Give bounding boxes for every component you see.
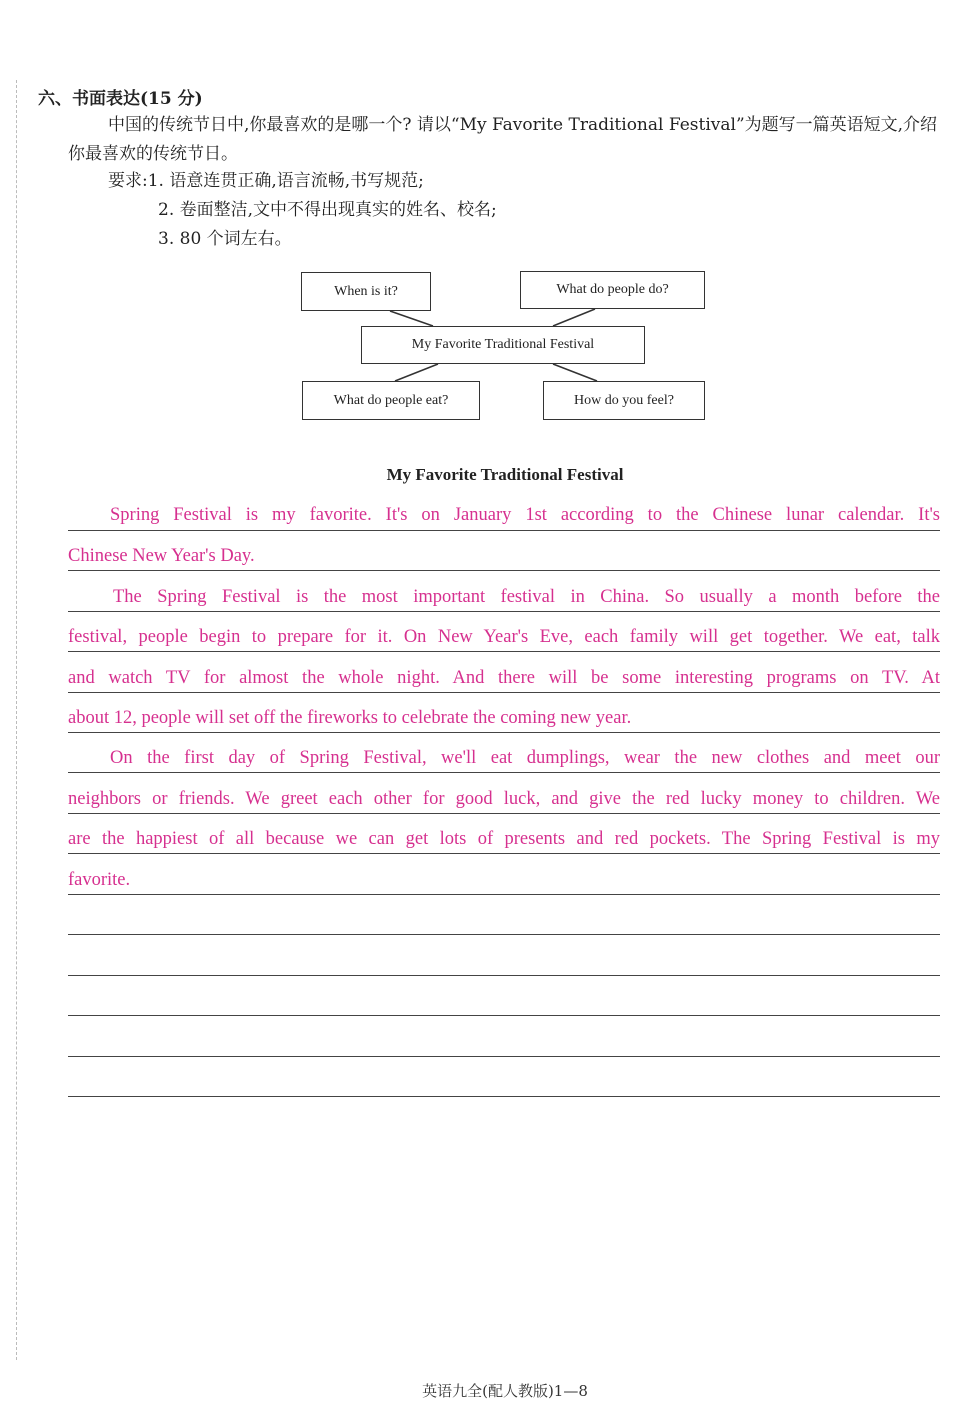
ruled-line bbox=[68, 1096, 940, 1097]
essay-line: favorite. bbox=[68, 870, 131, 890]
essay-line: Chinese New Year's Day. bbox=[68, 546, 255, 566]
ruled-line bbox=[68, 934, 940, 935]
requirement-2: 2. 卷面整洁,文中不得出现真实的姓名、校名; bbox=[158, 200, 497, 220]
ruled-line bbox=[68, 611, 940, 612]
essay-line: about 12, people will set off the fireworks to celebrate the coming new year. bbox=[68, 708, 632, 728]
ruled-line bbox=[68, 772, 940, 773]
essay-line: are the happiest of all because we can get lots of presents and red pockets. The Spring Festival is my bbox=[68, 829, 940, 849]
ruled-line bbox=[68, 853, 940, 854]
mind-map-eat-box: What do people eat? bbox=[302, 381, 480, 420]
ruled-line bbox=[68, 975, 940, 976]
ruled-line bbox=[68, 651, 940, 652]
essay-line: festival, people begin to prepare for it. On New Year's Eve, each family will get together. We eat, talk bbox=[68, 627, 940, 647]
ruled-line bbox=[68, 530, 940, 531]
essay-line: and watch TV for almost the whole night. And there will be some interesting programs on TV. At bbox=[68, 668, 940, 688]
essay-title: My Favorite Traditional Festival bbox=[386, 465, 624, 484]
ruled-line bbox=[68, 732, 940, 733]
ruled-line bbox=[68, 894, 940, 895]
section-title: 六、书面表达(15 分) bbox=[38, 89, 203, 109]
essay-line: The Spring Festival is the most important festival in China. So usually a month before the bbox=[113, 587, 940, 607]
requirement-1: 要求:1. 语意连贯正确,语言流畅,书写规范; bbox=[108, 171, 424, 191]
mind-map-connectors bbox=[0, 0, 960, 440]
mind-map-when-box: When is it? bbox=[301, 272, 431, 311]
essay-line: On the first day of Spring Festival, we'll eat dumplings, wear the new clothes and meet our bbox=[110, 748, 940, 768]
ruled-line bbox=[68, 1015, 940, 1016]
prompt-intro: 中国的传统节日中,你最喜欢的是哪一个? 请以“My Favorite Traditional Festival”为题写一篇英语短文,介绍你最喜欢的传统节日。 bbox=[68, 115, 938, 164]
mind-map-do-box: What do people do? bbox=[520, 271, 705, 309]
essay-line: neighbors or friends. We greet each other for good luck, and give the red lucky money to children. We bbox=[68, 789, 940, 809]
ruled-line bbox=[68, 813, 940, 814]
requirement-3: 3. 80 个词左右。 bbox=[158, 229, 292, 249]
page-footer: 英语九全(配人教版)1—8 bbox=[422, 1382, 588, 1400]
mind-map-center-box: My Favorite Traditional Festival bbox=[361, 326, 645, 364]
ruled-line bbox=[68, 1056, 940, 1057]
mind-map-feel-box: How do you feel? bbox=[543, 381, 705, 420]
ruled-line bbox=[68, 692, 940, 693]
essay-line: Spring Festival is my favorite. It's on January 1st according to the Chinese lunar calendar. It's bbox=[110, 505, 940, 525]
ruled-line bbox=[68, 570, 940, 571]
